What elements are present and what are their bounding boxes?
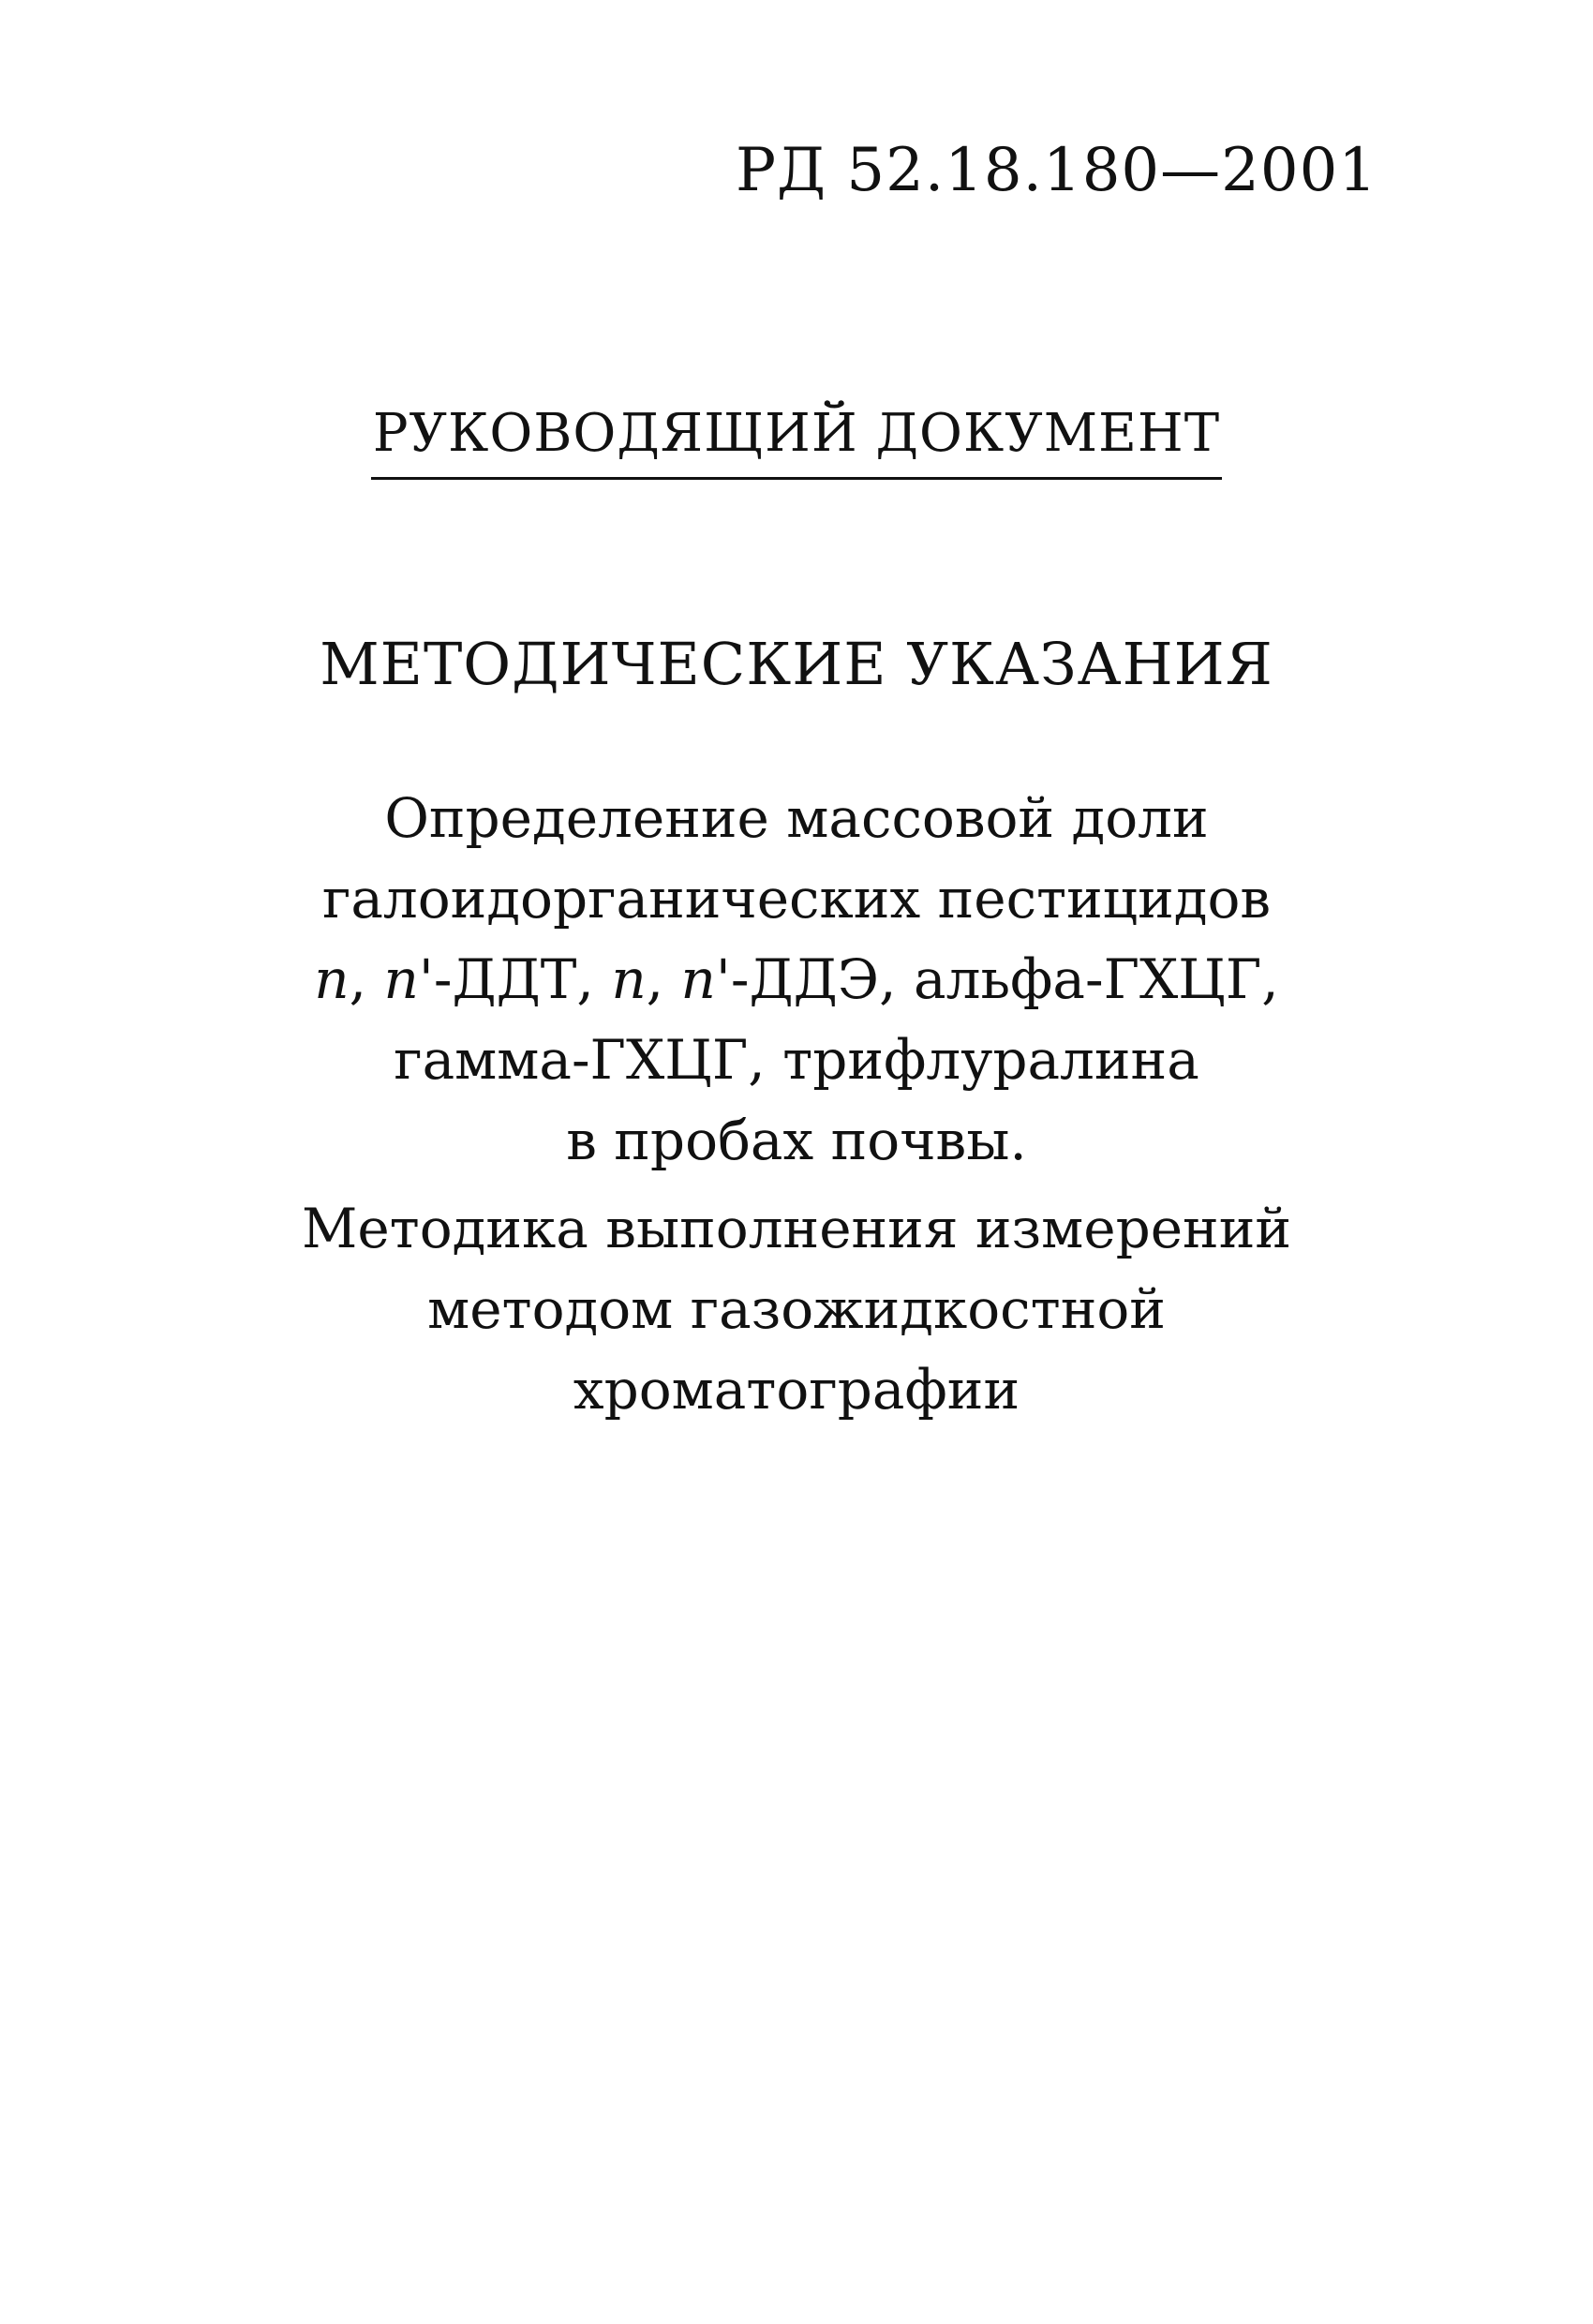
- subject-line-3: [0, 939, 1593, 1020]
- compound-ddt: -ДДТ,: [433, 947, 612, 1011]
- separator: ,: [349, 947, 384, 1011]
- document-method: [0, 1188, 1593, 1430]
- subject-line-5: в пробах почвы.: [566, 1109, 1027, 1172]
- method-line-1: Методика выполнения измерений: [301, 1197, 1292, 1260]
- para-symbol: п: [611, 947, 647, 1011]
- para-prime-symbol: п': [680, 947, 731, 1011]
- subject-line-2: галоидорганических пестицидов: [321, 867, 1272, 931]
- para-symbol: п: [314, 947, 350, 1011]
- para-prime-symbol: п': [383, 947, 434, 1011]
- document-type: [0, 403, 1593, 480]
- method-line-2: методом газожидкостной: [427, 1277, 1166, 1341]
- separator: ,: [646, 947, 681, 1011]
- document-number: РД 52.18.180—2001: [735, 136, 1377, 205]
- subject-line-4: гамма-ГХЦГ, трифлуралина: [394, 1028, 1199, 1092]
- document-type-label: РУКОВОДЯЩИЙ ДОКУМЕНТ: [371, 408, 1222, 480]
- method-line-3: хроматографии: [573, 1358, 1020, 1422]
- subject-line-1: Определение массовой доли: [384, 786, 1209, 850]
- document-subject: [0, 778, 1593, 1181]
- document-heading: МЕТОДИЧЕСКИЕ УКАЗАНИЯ: [320, 630, 1273, 698]
- compound-dde-alpha-hch: -ДДЭ, альфа-ГХЦГ,: [730, 947, 1279, 1011]
